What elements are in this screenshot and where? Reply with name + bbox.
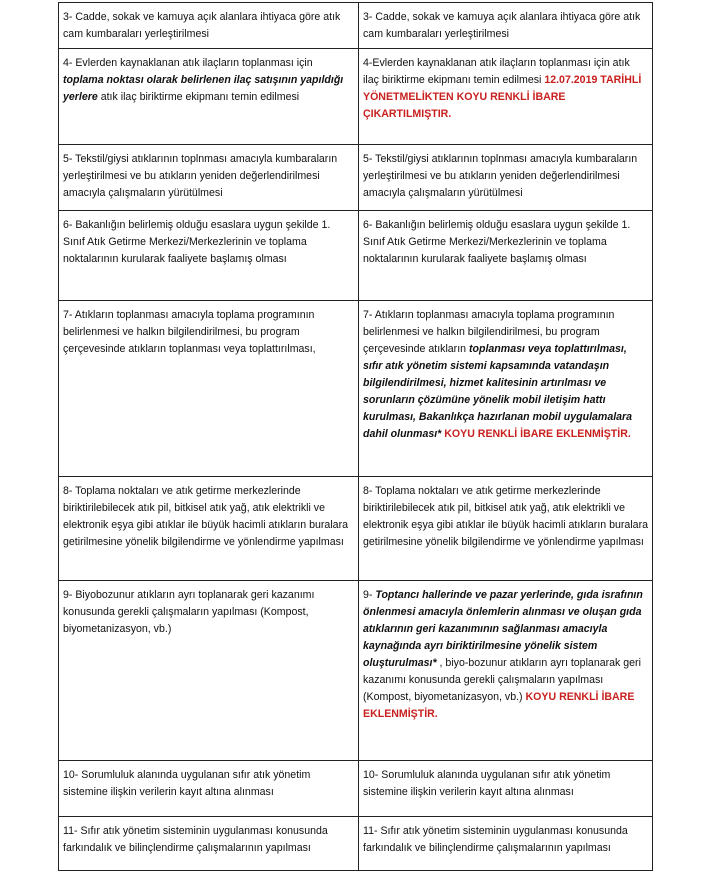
item-text: atık ilaç biriktirme ekipmanı temin edilmesi xyxy=(97,91,300,103)
old-text-cell xyxy=(59,145,359,211)
old-text-cell xyxy=(59,761,359,817)
item-text: 5- Tekstil/giysi atıklarının toplnması amacıyla kumbaraların yerleştirilmesi ve bu atıkların yeniden değerlendirilmesi amacıyla çalışmaların yürütülmesi xyxy=(363,153,638,199)
item-text: 11- Sıfır atık yönetim sisteminin uygulanması konusunda farkındalık ve bilinçlendirme çalışmalarının yapılması xyxy=(363,825,628,854)
new-text-cell xyxy=(359,581,653,761)
table-row xyxy=(59,761,653,817)
added-emphasis-text: toplanması veya toplattırılması, sıfır atık yönetim sistemi kapsamında vatandaşın bilgilendirilmesi, hizmet kalitesinin artırılması ve sorunların çözümüne yönelik mobil iletişim hattı kurulması, Bakanlıkça hazırlanan mobil uygulamalara dahil olunması* xyxy=(363,343,633,440)
item-text: 8- Toplama noktaları ve atık getirme merkezlerinde biriktirilebilecek atık pil, bitkisel atık yağ, atık elektrikli ve elektronik eşya gibi atıklar ile büyük hacimli atıkların buralara getirilmesine yönelik bilgilendirme ve yönlendirme yapılması xyxy=(363,485,648,548)
table-row xyxy=(59,49,653,145)
old-text-cell xyxy=(59,581,359,761)
old-text-cell xyxy=(59,477,359,581)
old-text-cell xyxy=(59,3,359,49)
new-text-cell xyxy=(359,145,653,211)
table-row xyxy=(59,3,653,49)
new-text-cell xyxy=(359,49,653,145)
item-text: 3- Cadde, sokak ve kamuya açık alanlara ihtiyaca göre atık cam kumbaraları yerleştirilmesi xyxy=(63,11,341,40)
change-note: KOYU RENKLİ İBARE EKLENMİŞTİR. xyxy=(441,428,631,440)
change-note: KOYU RENKLİ İBARE EKLENMİŞTİR. xyxy=(363,691,635,720)
table-row xyxy=(59,581,653,761)
item-text: 10- Sorumluluk alanında uygulanan sıfır atık yönetim sistemine ilişkin verilerin kayıt altına alınması xyxy=(63,769,311,798)
old-text-cell xyxy=(59,49,359,145)
added-emphasis-text: Toptancı hallerinde ve pazar yerlerinde, gıda israfının önlenmesi amacıyla önlemlerin alınması ve oluşan gıda atıklarının geri kazanımının sağlanması amacıyla kaynağında ayrı biriktirilmesine yönelik sistem oluşturulması* xyxy=(363,589,643,669)
item-text: 9- xyxy=(363,589,376,601)
table-row xyxy=(59,817,653,871)
comparison-table xyxy=(58,2,653,871)
new-text-cell xyxy=(359,477,653,581)
item-text: 6- Bakanlığın belirlemiş olduğu esaslara uygun şekilde 1. Sınıf Atık Getirme Merkezi/Merkezlerinin ve toplama noktalarının kurularak faaliyete başlamış olması xyxy=(363,219,631,265)
item-text: 8- Toplama noktaları ve atık getirme merkezlerinde biriktirilebilecek atık pil, bitkisel atık yağ, atık elektrikli ve elektronik eşya gibi atıklar ile büyük hacimli atıkların buralara getirilmesine yönelik bilgilendirme ve yönlendirme yapılması xyxy=(63,485,348,548)
item-text: 7- Atıkların toplanması amacıyla toplama programının belirlenmesi ve halkın bilgilendirilmesi, bu program çerçevesinde atıkların xyxy=(363,309,615,355)
table-row xyxy=(59,211,653,301)
new-text-cell xyxy=(359,761,653,817)
table-row xyxy=(59,301,653,477)
item-text: 7- Atıkların toplanması amacıyla toplama programının belirlenmesi ve halkın bilgilendirilmesi, bu program çerçevesinde atıkların toplanması veya toplattırılması, xyxy=(63,309,316,355)
new-text-cell xyxy=(359,3,653,49)
old-text-cell xyxy=(59,211,359,301)
new-text-cell xyxy=(359,211,653,301)
item-text: 4- Evlerden kaynaklanan atık ilaçların toplanması için xyxy=(63,57,313,69)
table-row xyxy=(59,145,653,211)
item-text: 4-Evlerden kaynaklanan atık ilaçların toplanması için atık ilaç biriktirme ekipmanı temin edilmesi xyxy=(363,57,630,86)
table-row xyxy=(59,477,653,581)
item-text: 3- Cadde, sokak ve kamuya açık alanlara ihtiyaca göre atık cam kumbaraları yerleştirilmesi xyxy=(363,11,641,40)
item-text: 9- Biyobozunur atıkların ayrı toplanarak geri kazanımı konusunda gerekli çalışmaların yapılması (Kompost, biyometanizasyon, vb.) xyxy=(63,589,315,635)
added-emphasis-text: toplama noktası olarak belirlenen ilaç satışının yapıldığı yerlere xyxy=(63,74,344,103)
old-text-cell xyxy=(59,817,359,871)
item-text: 5- Tekstil/giysi atıklarının toplnması amacıyla kumbaraların yerleştirilmesi ve bu atıkların yeniden değerlendirilmesi amacıyla çalışmaların yürütülmesi xyxy=(63,153,338,199)
new-text-cell xyxy=(359,817,653,871)
item-text: 6- Bakanlığın belirlemiş olduğu esaslara uygun şekilde 1. Sınıf Atık Getirme Merkezi/Merkezlerinin ve toplama noktalarının kurularak faaliyete başlamış olması xyxy=(63,219,331,265)
item-text: 11- Sıfır atık yönetim sisteminin uygulanması konusunda farkındalık ve bilinçlendirme çalışmalarının yapılması xyxy=(63,825,328,854)
old-text-cell xyxy=(59,301,359,477)
change-note: 12.07.2019 TARİHLİ YÖNETMELİKTEN KOYU RENKLİ İBARE ÇIKARTILMIŞTIR. xyxy=(363,74,642,120)
item-text: , biyo-bozunur atıkların ayrı toplanarak geri kazanımı konusunda gerekli çalışmaların yapılması (Kompost, biyometanizasyon, vb.) xyxy=(363,657,641,703)
item-text: 10- Sorumluluk alanında uygulanan sıfır atık yönetim sistemine ilişkin verilerin kayıt altına alınması xyxy=(363,769,611,798)
new-text-cell xyxy=(359,301,653,477)
